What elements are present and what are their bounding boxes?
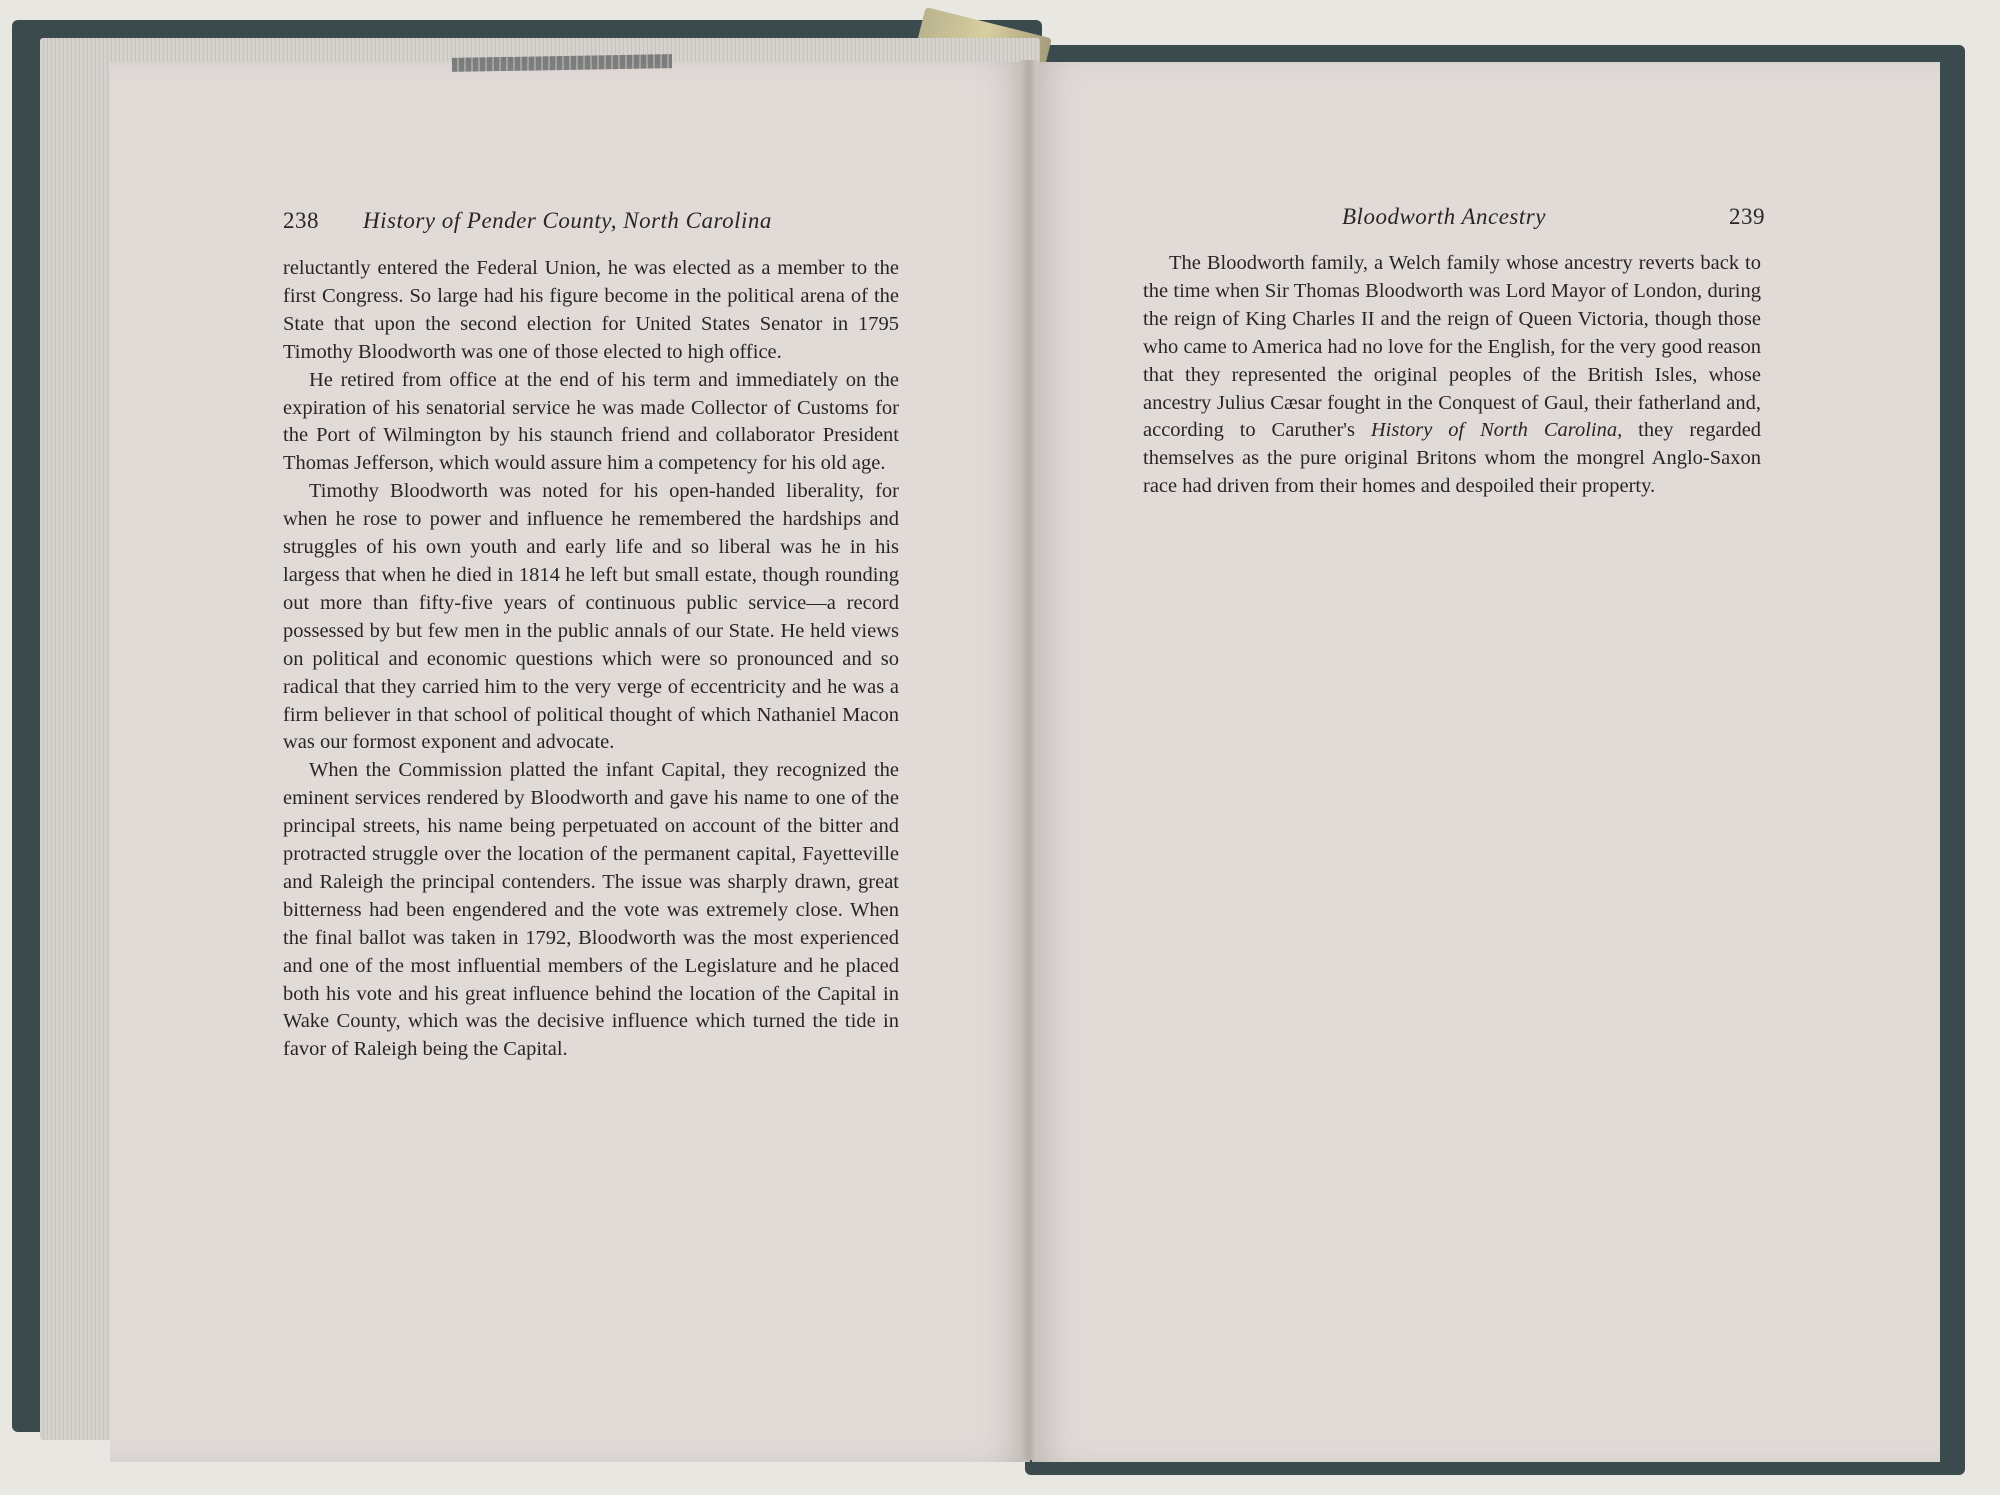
left-page-number: 238 <box>283 208 319 233</box>
right-page-text <box>1143 250 1761 501</box>
paragraph <box>1143 250 1761 501</box>
paragraph-text: they regarded themselves as the pure original Britons whom the mongrel Anglo-Saxon race had driven from their homes and despoiled their property. <box>1143 419 1762 498</box>
paragraph-text: The Bloodworth family, a Welch family whose ancestry reverts back to the time when Sir Thomas Bloodworth was Lord Mayor of London, during the reign of King Charles II and the reign of Queen Victoria, though those who came to America had no love for the English, for the very good reason that they represented the original peoples of the British Isles, whose ancestry Julius Cæsar fought in the Conquest of Gaul, their fatherland and, according to Caruther's <box>1143 252 1761 442</box>
left-page-text <box>283 255 899 1064</box>
book-title-italic: History of North Carolina, <box>1370 419 1623 442</box>
left-running-title: History of Pender County, North Carolina <box>363 208 772 233</box>
book-gutter <box>1020 60 1038 1460</box>
paragraph: reluctantly entered the Federal Union, he was elected as a member to the first Congress. So large had his figure become in the political arena of the State that upon the second election for United States Senator in 1795 Timothy Bloodworth was one of those elected to high office. <box>283 257 899 363</box>
paragraph: When the Commission platted the infant Capital, they recognized the eminent services rendered by Bloodworth and gave his name to one of the principal streets, his name being perpetuated on account of the bitter and protracted struggle over the location of the permanent capital, Fayetteville and Raleigh the principal contenders. The issue was sharply drawn, great bitterness had been engendered and the vote was extremely close. When the final ballot was taken in 1792, Bloodworth was the most experienced and one of the most influential members of the Legislature and he placed both his vote and his great influence behind the location of the Capital in Wake County, which was the decisive influence which turned the tide in favor of Raleigh being the Capital. <box>283 759 899 1061</box>
paragraph: He retired from office at the end of his term and immediately on the expiration of his senatorial service he was made Collector of Customs for the Port of Wilmington by his staunch friend and collaborator President Thomas Jefferson, which would assure him a competency for his old age. <box>283 368 899 475</box>
right-running-title: Bloodworth Ancestry <box>1342 204 1546 229</box>
paragraph: Timothy Bloodworth was noted for his open-handed liberality, for when he rose to power and influence he remembered the hardships and struggles of his own youth and early life and so liberal was he in his largess that when he died in 1814 he left but small estate, though rounding out more than fifty-five years of continuous public service—a record possessed by but few men in the public annals of our State. He held views on political and economic questions which were so pronounced and so radical that they carried him to the very verge of eccentricity and he was a firm believer in that school of political thought of which Nathaniel Macon was our formost exponent and advocate. <box>283 480 899 754</box>
right-page-number: 239 <box>1729 204 1765 229</box>
